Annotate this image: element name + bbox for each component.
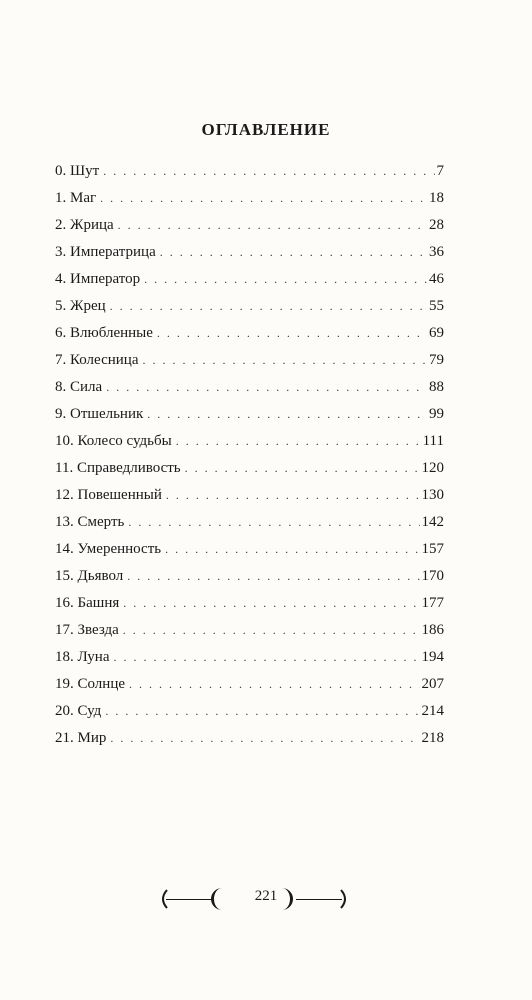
- toc-entry-label: 20. Суд: [55, 703, 102, 719]
- toc-entry: [55, 212, 444, 239]
- toc-entry-page: 111: [422, 433, 444, 449]
- toc-entry-label: 9. Отшельник: [55, 406, 144, 422]
- leader-dots: [100, 185, 427, 212]
- toc-entry-label: 15. Дьявол: [55, 568, 124, 584]
- toc-entry: [55, 509, 444, 536]
- toc-entry-page: 218: [421, 730, 444, 746]
- toc-entry: [55, 374, 444, 401]
- toc-entry-page: 170: [421, 568, 444, 584]
- toc-entry-label: 5. Жрец: [55, 298, 106, 314]
- toc-entry-label: 2. Жрица: [55, 217, 114, 233]
- leader-dots: [166, 482, 420, 509]
- toc-entry: [55, 239, 444, 266]
- leader-dots: [165, 536, 419, 563]
- flourish-left-icon: [157, 884, 169, 914]
- toc-entry-label: 10. Колесо судьбы: [55, 433, 172, 449]
- toc-entry: [55, 293, 444, 320]
- toc-entry-page: 177: [421, 595, 444, 611]
- toc-entry-label: 17. Звезда: [55, 622, 119, 638]
- toc-entry-page: 142: [421, 514, 444, 530]
- toc-entry: [55, 401, 444, 428]
- page-footer: [0, 884, 532, 914]
- toc-entry-page: 36: [429, 244, 444, 260]
- leader-dots: [106, 374, 427, 401]
- footer-rule-left: [166, 899, 212, 900]
- page-number: 221: [254, 888, 278, 904]
- toc-entry-page: 157: [421, 541, 444, 557]
- leader-dots: [176, 428, 421, 455]
- toc-entry-page: 46: [429, 271, 444, 287]
- leader-dots: [105, 698, 419, 725]
- toc-entry: [55, 644, 444, 671]
- toc-entry: [55, 347, 444, 374]
- leader-dots: [160, 239, 427, 266]
- leader-dots: [118, 212, 427, 239]
- toc-entry-page: 194: [421, 649, 444, 665]
- toc-entry-label: 6. Влюбленные: [55, 325, 153, 341]
- toc-entry-label: 12. Повешенный: [55, 487, 162, 503]
- toc-entry-label: 4. Император: [55, 271, 141, 287]
- toc-entry-page: 79: [429, 352, 444, 368]
- toc-entry: [55, 725, 444, 752]
- leader-dots: [157, 320, 427, 347]
- toc-entry: [55, 590, 444, 617]
- toc-entry: [55, 671, 444, 698]
- toc-entry-page: 186: [421, 622, 444, 638]
- toc-entry-label: 18. Луна: [55, 649, 110, 665]
- toc-entry-label: 16. Башня: [55, 595, 120, 611]
- toc-entry: [55, 536, 444, 563]
- toc-entry-page: 214: [421, 703, 444, 719]
- toc-entry-page: 28: [429, 217, 444, 233]
- crescent-moon-left-icon: [210, 884, 226, 914]
- toc-entry-page: 55: [429, 298, 444, 314]
- footer-rule-right: [296, 899, 342, 900]
- toc-entry-label: 7. Колесница: [55, 352, 139, 368]
- toc-entry: [55, 266, 444, 293]
- leader-dots: [185, 455, 420, 482]
- toc-entry: [55, 185, 444, 212]
- toc-entry-label: 1. Маг: [55, 190, 97, 206]
- toc-entry-page: 88: [429, 379, 444, 395]
- leader-dots: [129, 671, 419, 698]
- leader-dots: [114, 644, 420, 671]
- toc-entry-label: 21. Мир: [55, 730, 107, 746]
- toc-entry-label: 3. Императрица: [55, 244, 156, 260]
- leader-dots: [128, 509, 419, 536]
- toc-entry-page: 130: [421, 487, 444, 503]
- toc-entry-label: 13. Смерть: [55, 514, 125, 530]
- leader-dots: [127, 563, 419, 590]
- toc-entry-label: 11. Справедливость: [55, 460, 181, 476]
- toc-entry-page: 99: [429, 406, 444, 422]
- toc-entry: [55, 617, 444, 644]
- leader-dots: [103, 158, 434, 185]
- toc-entry-label: 19. Солнце: [55, 676, 126, 692]
- toc-entry-page: 120: [421, 460, 444, 476]
- leader-dots: [123, 617, 420, 644]
- leader-dots: [147, 401, 427, 428]
- leader-dots: [142, 347, 427, 374]
- flourish-right-icon: [339, 884, 351, 914]
- leader-dots: [110, 293, 427, 320]
- leader-dots: [123, 590, 419, 617]
- leader-dots: [110, 725, 419, 752]
- page-title: ОГЛАВЛЕНИЕ: [201, 120, 331, 139]
- toc-entry: [55, 428, 444, 455]
- toc-entry: [55, 698, 444, 725]
- toc-entry-page: 7: [436, 163, 444, 179]
- toc-entry-label: 14. Умеренность: [55, 541, 162, 557]
- toc-entry: [55, 158, 444, 185]
- toc-entry-page: 69: [429, 325, 444, 341]
- toc-entry: [55, 320, 444, 347]
- toc-entry-page: 18: [429, 190, 444, 206]
- toc-entry-label: 8. Сила: [55, 379, 103, 395]
- crescent-moon-right-icon: [278, 884, 294, 914]
- table-of-contents: [55, 158, 444, 752]
- toc-entry: [55, 482, 444, 509]
- toc-entry: [55, 563, 444, 590]
- leader-dots: [144, 266, 427, 293]
- toc-entry: [55, 455, 444, 482]
- toc-entry-page: 207: [421, 676, 444, 692]
- toc-entry-label: 0. Шут: [55, 163, 100, 179]
